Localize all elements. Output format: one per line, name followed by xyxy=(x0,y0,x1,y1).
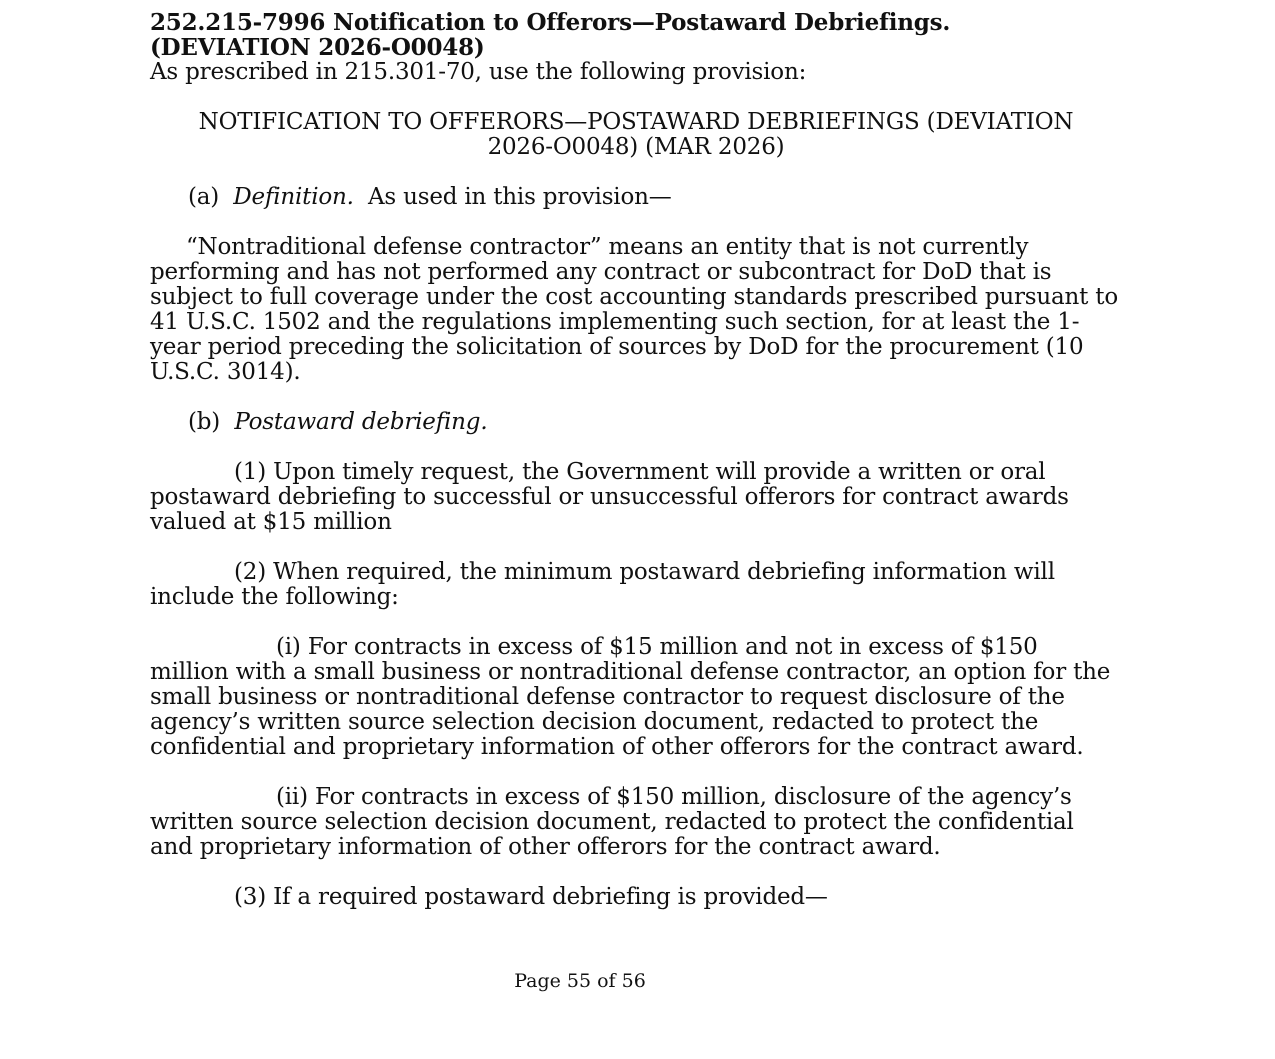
paragraph-a-title: Definition. xyxy=(233,184,354,210)
page-number: Page 55 of 56 xyxy=(514,970,646,992)
document-page xyxy=(150,10,1122,910)
paragraph-b2-ii: (ii) For contracts in excess of $150 million, disclosure of the agency’s written source selection decision document, redacted to protect the confidential and proprietary information of other offerors for the contract award. xyxy=(150,784,1074,860)
paragraph-b xyxy=(150,410,1122,435)
paragraph-b-label: (b) xyxy=(188,409,221,435)
paragraph-a xyxy=(150,185,1122,210)
definition-paragraph: “Nontraditional defense contractor” means an entity that is not currently performing and has not performed any contract or subcontract for DoD that is subject to full coverage under the cost accounting standards prescribed pursuant to 41 U.S.C. 1502 and the regulations implementing such section, for at least the 1-year period preceding the solicitation of sources by DoD for the procurement (10 U.S.C. 3014). xyxy=(150,234,1118,385)
provision-title-line1: NOTIFICATION TO OFFERORS—POSTAWARD DEBRIEFINGS (DEVIATION xyxy=(198,109,1074,135)
paragraph-b2-i: (i) For contracts in excess of $15 million and not in excess of $150 million with a small business or nontraditional defense contractor, an option for the small business or nontraditional defense contractor to request disclosure of the agency’s written source selection decision document, redacted to protect the confidential and proprietary information of other offerors for the contract award. xyxy=(150,634,1111,760)
paragraph-a-text: As used in this provision— xyxy=(368,184,672,210)
clause-heading-title: 252.215-7996 Notification to Offerors—Postaward Debriefings. xyxy=(150,9,951,36)
prescription-text: As prescribed in 215.301-70, use the following provision: xyxy=(150,59,807,85)
provision-title xyxy=(150,110,1122,160)
paragraph-b-title: Postaward debriefing. xyxy=(234,409,488,435)
provision-title-line2: 2026-O0048) (MAR 2026) xyxy=(487,134,785,160)
paragraph-b3: (3) If a required postaward debriefing is provided— xyxy=(234,884,828,910)
clause-heading xyxy=(150,10,1122,60)
paragraph-a-label: (a) xyxy=(188,184,220,210)
clause-heading-deviation: (DEVIATION 2026-O0048) xyxy=(150,34,485,61)
paragraph-b2: (2) When required, the minimum postaward debriefing information will include the following: xyxy=(150,559,1055,610)
paragraph-b1: (1) Upon timely request, the Government will provide a written or oral postaward debriefing to successful or unsuccessful offerors for contract awards valued at $15 million xyxy=(150,459,1069,535)
